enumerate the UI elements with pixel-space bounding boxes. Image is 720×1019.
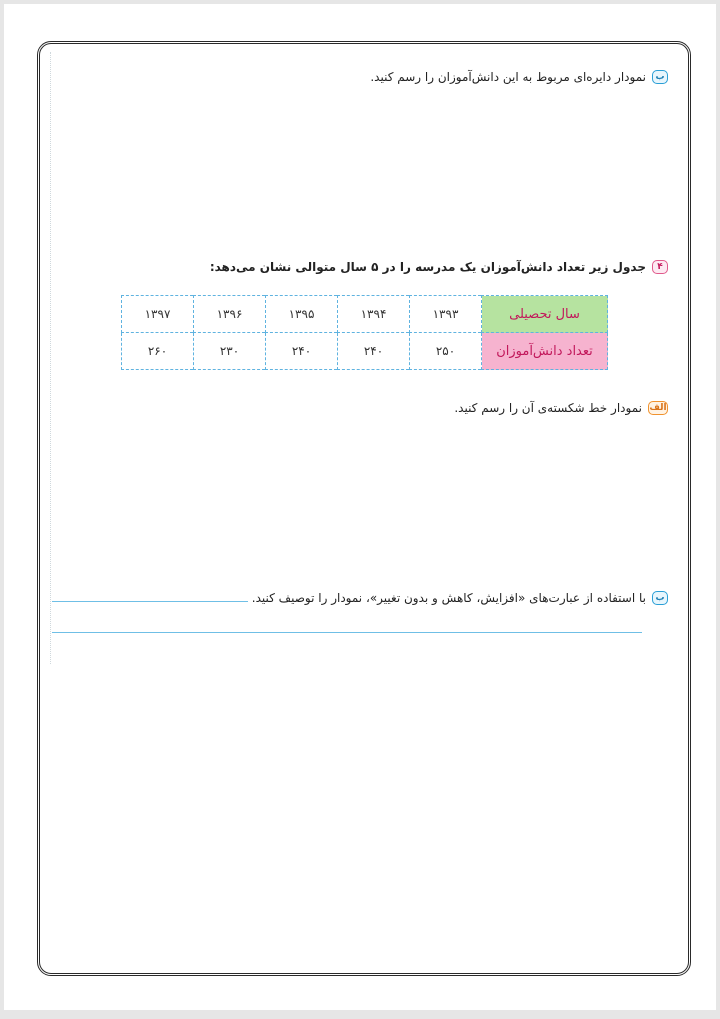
question-b-circle-chart: [370, 70, 668, 84]
table-cell: ۱۳۹۳: [410, 296, 482, 333]
table-row-years: [122, 296, 608, 333]
answer-line-2[interactable]: [52, 632, 642, 633]
question-4-text: جدول زیر تعداد دانش‌آموزان یک مدرسه را در ۵ سال متوالی نشان می‌دهد:: [209, 260, 646, 274]
question-4: [210, 260, 668, 274]
question-b-badge: ب: [652, 70, 668, 84]
question-alef-badge: الف: [649, 403, 667, 413]
table-cell: ۱۳۹۴: [338, 296, 410, 333]
question-b2-text: با استفاده از عبارت‌های «افزایش، کاهش و بدون تغییر»، نمودار را توصیف کنید.: [251, 591, 646, 605]
table-cell: ۱۳۹۵: [266, 296, 338, 333]
worksheet-page: [4, 4, 716, 1010]
margin-guide: [50, 52, 51, 664]
question-b-text: نمودار دایره‌ای مربوط به این دانش‌آموزان را رسم کنید.: [370, 70, 646, 84]
table-cell: ۲۵۰: [410, 333, 482, 370]
question-alef-text: نمودار خط شکسته‌ی آن را رسم کنید.: [454, 401, 642, 415]
question-b-describe: [252, 591, 668, 605]
row-label-year: سال تحصیلی: [482, 296, 608, 333]
question-b2-badge: ب: [652, 591, 668, 605]
table-cell: ۲۳۰: [194, 333, 266, 370]
page-frame: [37, 41, 691, 976]
table-cell: ۲۴۰: [266, 333, 338, 370]
table-cell: ۲۶۰: [122, 333, 194, 370]
table-cell: ۱۳۹۶: [194, 296, 266, 333]
question-4-badge: ۴: [652, 260, 668, 274]
row-label-count: تعداد دانش‌آموزان: [482, 333, 608, 370]
table-cell: ۱۳۹۷: [122, 296, 194, 333]
question-alef: [454, 401, 668, 415]
students-table: [121, 295, 608, 370]
table-row-counts: [122, 333, 608, 370]
table-cell: ۲۴۰: [338, 333, 410, 370]
answer-line-1[interactable]: [52, 601, 248, 602]
